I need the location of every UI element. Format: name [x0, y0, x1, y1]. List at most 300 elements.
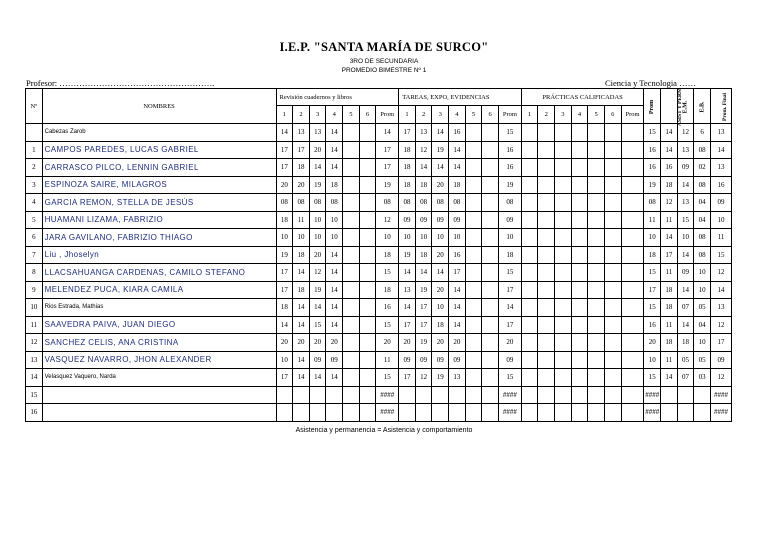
final-cell: 12: [710, 264, 731, 282]
grade-cell: [588, 334, 605, 352]
table-row: [26, 194, 732, 212]
table-row: [26, 281, 732, 299]
grade-cell: [555, 351, 572, 369]
grade-cell: 08: [449, 194, 466, 212]
grade-cell: 15: [498, 124, 521, 142]
grade-cell: [538, 124, 555, 142]
prom-cell: 15: [644, 369, 661, 387]
eb-cell: 10: [694, 264, 711, 282]
table-row: [26, 229, 732, 247]
col-em: E.M.: [677, 89, 694, 124]
asist-cell: 18: [661, 334, 678, 352]
grade-cell: 18: [293, 281, 310, 299]
grade-cell: [555, 141, 572, 159]
grade-cell: [521, 264, 538, 282]
grade-cell: [432, 404, 449, 422]
grade-cell: 08: [309, 194, 326, 212]
grade-cell: [343, 246, 360, 264]
row-number: 12: [26, 334, 43, 352]
grade-cell: ####: [498, 404, 521, 422]
grade-cell: [415, 404, 432, 422]
grade-cell: 09: [449, 211, 466, 229]
prom-cell: ####: [644, 386, 661, 404]
col-prom: Prom: [644, 89, 661, 124]
asist-cell: [661, 386, 678, 404]
grade-cell: 10: [326, 229, 343, 247]
grade-cell: 14: [376, 124, 399, 142]
subcol-2-1: 2: [538, 106, 555, 124]
grade-cell: [482, 281, 499, 299]
prom-cell: 15: [644, 124, 661, 142]
grade-cell: 09: [432, 211, 449, 229]
grade-cell: [482, 334, 499, 352]
student-name: Cabezas Zarob: [42, 124, 276, 142]
prom-cell: 17: [644, 281, 661, 299]
eb-cell: [694, 404, 711, 422]
grade-cell: [538, 159, 555, 177]
grade-cell: [571, 334, 588, 352]
grade-cell: [521, 194, 538, 212]
grade-cell: [482, 176, 499, 194]
grade-cell: [604, 229, 621, 247]
grade-cell: [555, 386, 572, 404]
grade-cell: [604, 211, 621, 229]
grade-cell: 16: [498, 141, 521, 159]
student-name: HUAMANI LIZAMA, FABRIZIO: [42, 211, 276, 229]
table-row: [26, 246, 732, 264]
grade-cell: 17: [376, 141, 399, 159]
final-cell: 13: [710, 159, 731, 177]
grade-cell: 19: [309, 281, 326, 299]
row-number: 5: [26, 211, 43, 229]
row-number: 3: [26, 176, 43, 194]
grade-cell: 19: [432, 369, 449, 387]
grade-cell: 15: [498, 369, 521, 387]
em-cell: 12: [677, 124, 694, 142]
grade-cell: 10: [276, 229, 293, 247]
grade-cell: [571, 264, 588, 282]
eb-cell: 10: [694, 334, 711, 352]
grade-cell: [621, 334, 644, 352]
grade-cell: 10: [415, 229, 432, 247]
grade-cell: [604, 264, 621, 282]
asist-cell: 18: [661, 281, 678, 299]
grade-cell: [482, 369, 499, 387]
prom-cell: 15: [644, 299, 661, 317]
em-cell: [677, 404, 694, 422]
grade-cell: 13: [415, 124, 432, 142]
grade-cell: [588, 369, 605, 387]
asist-cell: 14: [661, 124, 678, 142]
final-cell: 17: [710, 334, 731, 352]
period-label: PROMEDIO BIMESTRE Nº 1: [341, 67, 427, 74]
row-number: [26, 124, 43, 142]
asist-cell: 11: [661, 351, 678, 369]
grade-cell: [343, 281, 360, 299]
grade-cell: 14: [293, 299, 310, 317]
grade-cell: 09: [449, 351, 466, 369]
grade-cell: 20: [326, 334, 343, 352]
grade-cell: [415, 386, 432, 404]
grade-cell: [538, 369, 555, 387]
grade-cell: [465, 141, 482, 159]
table-row: [26, 159, 732, 177]
grade-cell: [482, 211, 499, 229]
grade-cell: [571, 351, 588, 369]
grade-cell: 12: [309, 264, 326, 282]
asist-cell: 14: [661, 229, 678, 247]
grade-cell: [604, 386, 621, 404]
grade-cell: 14: [449, 299, 466, 317]
table-row: [26, 124, 732, 142]
col-names: NOMBRES: [42, 89, 276, 124]
grade-cell: [482, 264, 499, 282]
grade-cell: [482, 386, 499, 404]
subcol-0-6: Prom: [376, 106, 399, 124]
grade-cell: 20: [293, 334, 310, 352]
grade-cell: [465, 299, 482, 317]
grade-cell: 09: [399, 351, 416, 369]
grade-cell: 14: [309, 159, 326, 177]
grade-cell: [465, 369, 482, 387]
grade-cell: 10: [276, 351, 293, 369]
em-cell: 14: [677, 316, 694, 334]
grade-cell: [621, 281, 644, 299]
grade-cell: [588, 211, 605, 229]
grade-cell: [538, 281, 555, 299]
row-number: 11: [26, 316, 43, 334]
grade-cell: 14: [432, 159, 449, 177]
grade-cell: [555, 334, 572, 352]
grade-cell: [604, 246, 621, 264]
final-cell: ####: [710, 404, 731, 422]
grade-cell: 14: [326, 299, 343, 317]
grade-cell: [359, 176, 376, 194]
grade-cell: [359, 299, 376, 317]
final-cell: 12: [710, 369, 731, 387]
grade-cell: 19: [432, 141, 449, 159]
grade-cell: [465, 211, 482, 229]
final-cell: 11: [710, 229, 731, 247]
grade-cell: [604, 176, 621, 194]
grade-cell: [604, 159, 621, 177]
row-number: 15: [26, 386, 43, 404]
grade-cell: 17: [498, 316, 521, 334]
subcol-2-5: 6: [604, 106, 621, 124]
grade-cell: [343, 316, 360, 334]
grade-cell: [538, 351, 555, 369]
grade-cell: 18: [415, 176, 432, 194]
grade-cell: 09: [415, 211, 432, 229]
grade-cell: [588, 141, 605, 159]
grade-cell: [482, 159, 499, 177]
row-number: 1: [26, 141, 43, 159]
grade-cell: 19: [276, 246, 293, 264]
grade-cell: 08: [326, 194, 343, 212]
grade-cell: 18: [376, 281, 399, 299]
eb-cell: 04: [694, 316, 711, 334]
grade-cell: [521, 299, 538, 317]
grade-cell: [538, 299, 555, 317]
subcol-2-2: 3: [555, 106, 572, 124]
grade-cell: [588, 194, 605, 212]
grade-cell: [343, 229, 360, 247]
grade-cell: [621, 316, 644, 334]
table-row: [26, 316, 732, 334]
em-cell: 18: [677, 334, 694, 352]
grade-cell: 14: [293, 264, 310, 282]
em-cell: 13: [677, 194, 694, 212]
grade-cell: 18: [276, 299, 293, 317]
grade-cell: [555, 369, 572, 387]
grade-cell: [343, 299, 360, 317]
student-name: MELENDEZ PUCA, KIARA CAMILA: [42, 281, 276, 299]
grade-cell: 14: [293, 351, 310, 369]
eb-cell: 08: [694, 229, 711, 247]
grade-cell: 20: [498, 334, 521, 352]
prom-cell: 10: [644, 351, 661, 369]
grade-cell: [465, 229, 482, 247]
grade-cell: [571, 281, 588, 299]
col-eb: E.B.: [694, 89, 711, 124]
grade-cell: [604, 351, 621, 369]
grade-cell: 18: [376, 246, 399, 264]
grade-cell: [621, 386, 644, 404]
grade-cell: [276, 386, 293, 404]
grade-cell: [588, 124, 605, 142]
grade-cell: 15: [376, 316, 399, 334]
grade-cell: ####: [376, 386, 399, 404]
subcol-1-5: 6: [482, 106, 499, 124]
grade-cell: [538, 264, 555, 282]
grade-cell: [621, 159, 644, 177]
subcol-0-4: 5: [343, 106, 360, 124]
grade-cell: 19: [399, 246, 416, 264]
grade-cell: [555, 194, 572, 212]
grade-cell: [465, 386, 482, 404]
em-cell: 10: [677, 229, 694, 247]
grade-cell: [555, 404, 572, 422]
grade-cell: [555, 246, 572, 264]
grade-cell: [359, 159, 376, 177]
grade-cell: [482, 141, 499, 159]
grade-cell: [465, 264, 482, 282]
grade-cell: 18: [293, 159, 310, 177]
eb-cell: 08: [694, 246, 711, 264]
grade-cell: [571, 124, 588, 142]
grade-cell: [621, 369, 644, 387]
grade-cell: 20: [432, 334, 449, 352]
grade-cell: [465, 246, 482, 264]
grade-cell: [604, 194, 621, 212]
prom-cell: 18: [644, 246, 661, 264]
table-row: [26, 404, 732, 422]
grade-cell: [621, 176, 644, 194]
grade-cell: [521, 404, 538, 422]
grade-cell: [571, 176, 588, 194]
grade-cell: [621, 141, 644, 159]
grade-cell: 16: [376, 299, 399, 317]
grade-cell: [571, 386, 588, 404]
eb-cell: 04: [694, 211, 711, 229]
grade-cell: [399, 386, 416, 404]
grade-cell: [343, 176, 360, 194]
grade-cell: [399, 404, 416, 422]
grade-cell: [538, 246, 555, 264]
grade-cell: [482, 404, 499, 422]
eb-cell: 02: [694, 159, 711, 177]
course-label: Ciencia y Tecnologia ……: [605, 78, 697, 88]
grade-cell: [538, 211, 555, 229]
grade-cell: [521, 334, 538, 352]
grade-cell: 14: [498, 299, 521, 317]
grade-cell: [359, 229, 376, 247]
grade-cell: 20: [309, 334, 326, 352]
school-title: I.E.P. "SANTA MARÍA DE SURCO": [279, 40, 489, 54]
grade-cell: [604, 334, 621, 352]
subcol-2-0: 1: [521, 106, 538, 124]
em-cell: 13: [677, 141, 694, 159]
eb-cell: 05: [694, 299, 711, 317]
grade-cell: 16: [449, 246, 466, 264]
eb-cell: [694, 386, 711, 404]
grade-cell: [521, 246, 538, 264]
student-name: ESPINOZA SAIRE, MILAGROS: [42, 176, 276, 194]
grade-cell: 18: [399, 141, 416, 159]
grade-cell: 16: [498, 159, 521, 177]
subcol-2-3: 4: [571, 106, 588, 124]
grade-cell: 08: [498, 194, 521, 212]
grade-cell: 14: [276, 124, 293, 142]
grade-cell: [465, 124, 482, 142]
grade-cell: 14: [276, 316, 293, 334]
table-row: [26, 334, 732, 352]
grade-cell: 11: [293, 211, 310, 229]
grade-cell: 08: [432, 194, 449, 212]
grade-cell: [621, 299, 644, 317]
final-cell: 10: [710, 211, 731, 229]
eb-cell: 05: [694, 351, 711, 369]
prom-cell: 08: [644, 194, 661, 212]
col-group-revision: Revisión cuadernos y libros: [276, 89, 399, 106]
grade-cell: [604, 281, 621, 299]
grade-cell: 18: [449, 176, 466, 194]
grade-cell: [588, 229, 605, 247]
grade-cell: [555, 211, 572, 229]
table-row: [26, 351, 732, 369]
asist-cell: 16: [661, 159, 678, 177]
student-name: Rios Estrada, Mathias: [42, 299, 276, 317]
asist-cell: 14: [661, 141, 678, 159]
grade-cell: 20: [276, 176, 293, 194]
grade-cell: 14: [309, 299, 326, 317]
grade-cell: 14: [449, 159, 466, 177]
row-number: 10: [26, 299, 43, 317]
grade-cell: 14: [449, 281, 466, 299]
grade-cell: [571, 229, 588, 247]
grade-cell: [555, 159, 572, 177]
grade-cell: 14: [326, 141, 343, 159]
grade-cell: 17: [498, 281, 521, 299]
eb-cell: 04: [694, 194, 711, 212]
subcol-2-6: Prom: [621, 106, 644, 124]
grade-cell: [343, 351, 360, 369]
student-name: [42, 404, 276, 422]
grade-cell: 17: [276, 281, 293, 299]
grade-cell: [465, 194, 482, 212]
grade-cell: [449, 386, 466, 404]
grade-cell: [343, 211, 360, 229]
grade-cell: 18: [293, 246, 310, 264]
grade-cell: [604, 369, 621, 387]
row-number: 9: [26, 281, 43, 299]
grade-cell: [482, 299, 499, 317]
grade-cell: [521, 141, 538, 159]
grade-cell: [588, 351, 605, 369]
grade-cell: [521, 176, 538, 194]
subcol-0-5: 6: [359, 106, 376, 124]
grade-cell: ####: [498, 386, 521, 404]
grade-cell: 14: [415, 159, 432, 177]
grade-cell: 14: [399, 299, 416, 317]
em-cell: 14: [677, 246, 694, 264]
col-asist: ASIST Y PERM: [661, 89, 678, 124]
grade-cell: 18: [415, 246, 432, 264]
student-name: Liu , Jhoselyn: [42, 246, 276, 264]
grades-table: [25, 88, 732, 422]
grade-cell: [432, 386, 449, 404]
grade-cell: [359, 211, 376, 229]
subcol-1-2: 3: [432, 106, 449, 124]
table-row: [26, 386, 732, 404]
grade-cell: [571, 316, 588, 334]
final-cell: 15: [710, 246, 731, 264]
grade-cell: [621, 264, 644, 282]
grade-cell: [621, 124, 644, 142]
eb-cell: 08: [694, 141, 711, 159]
grade-cell: [465, 334, 482, 352]
grade-cell: [521, 316, 538, 334]
grade-cell: 20: [376, 334, 399, 352]
table-row: [26, 264, 732, 282]
grade-cell: 09: [326, 351, 343, 369]
grade-cell: 19: [309, 176, 326, 194]
grade-cell: [465, 176, 482, 194]
grade-cell: [465, 159, 482, 177]
row-number: 7: [26, 246, 43, 264]
grade-cell: 10: [449, 229, 466, 247]
grade-cell: [538, 176, 555, 194]
row-number: 2: [26, 159, 43, 177]
grade-cell: [293, 404, 310, 422]
asist-cell: 12: [661, 194, 678, 212]
grade-cell: [309, 386, 326, 404]
grade-cell: 08: [276, 194, 293, 212]
grade-cell: [521, 211, 538, 229]
grade-cell: [555, 229, 572, 247]
grade-cell: [604, 316, 621, 334]
em-cell: 05: [677, 351, 694, 369]
grade-cell: 12: [376, 211, 399, 229]
student-name: [42, 386, 276, 404]
grade-cell: [588, 159, 605, 177]
subcol-1-4: 5: [465, 106, 482, 124]
grade-cell: 14: [415, 264, 432, 282]
grade-cell: 14: [326, 316, 343, 334]
grade-cell: [571, 369, 588, 387]
grade-cell: 10: [326, 211, 343, 229]
grade-cell: [359, 404, 376, 422]
